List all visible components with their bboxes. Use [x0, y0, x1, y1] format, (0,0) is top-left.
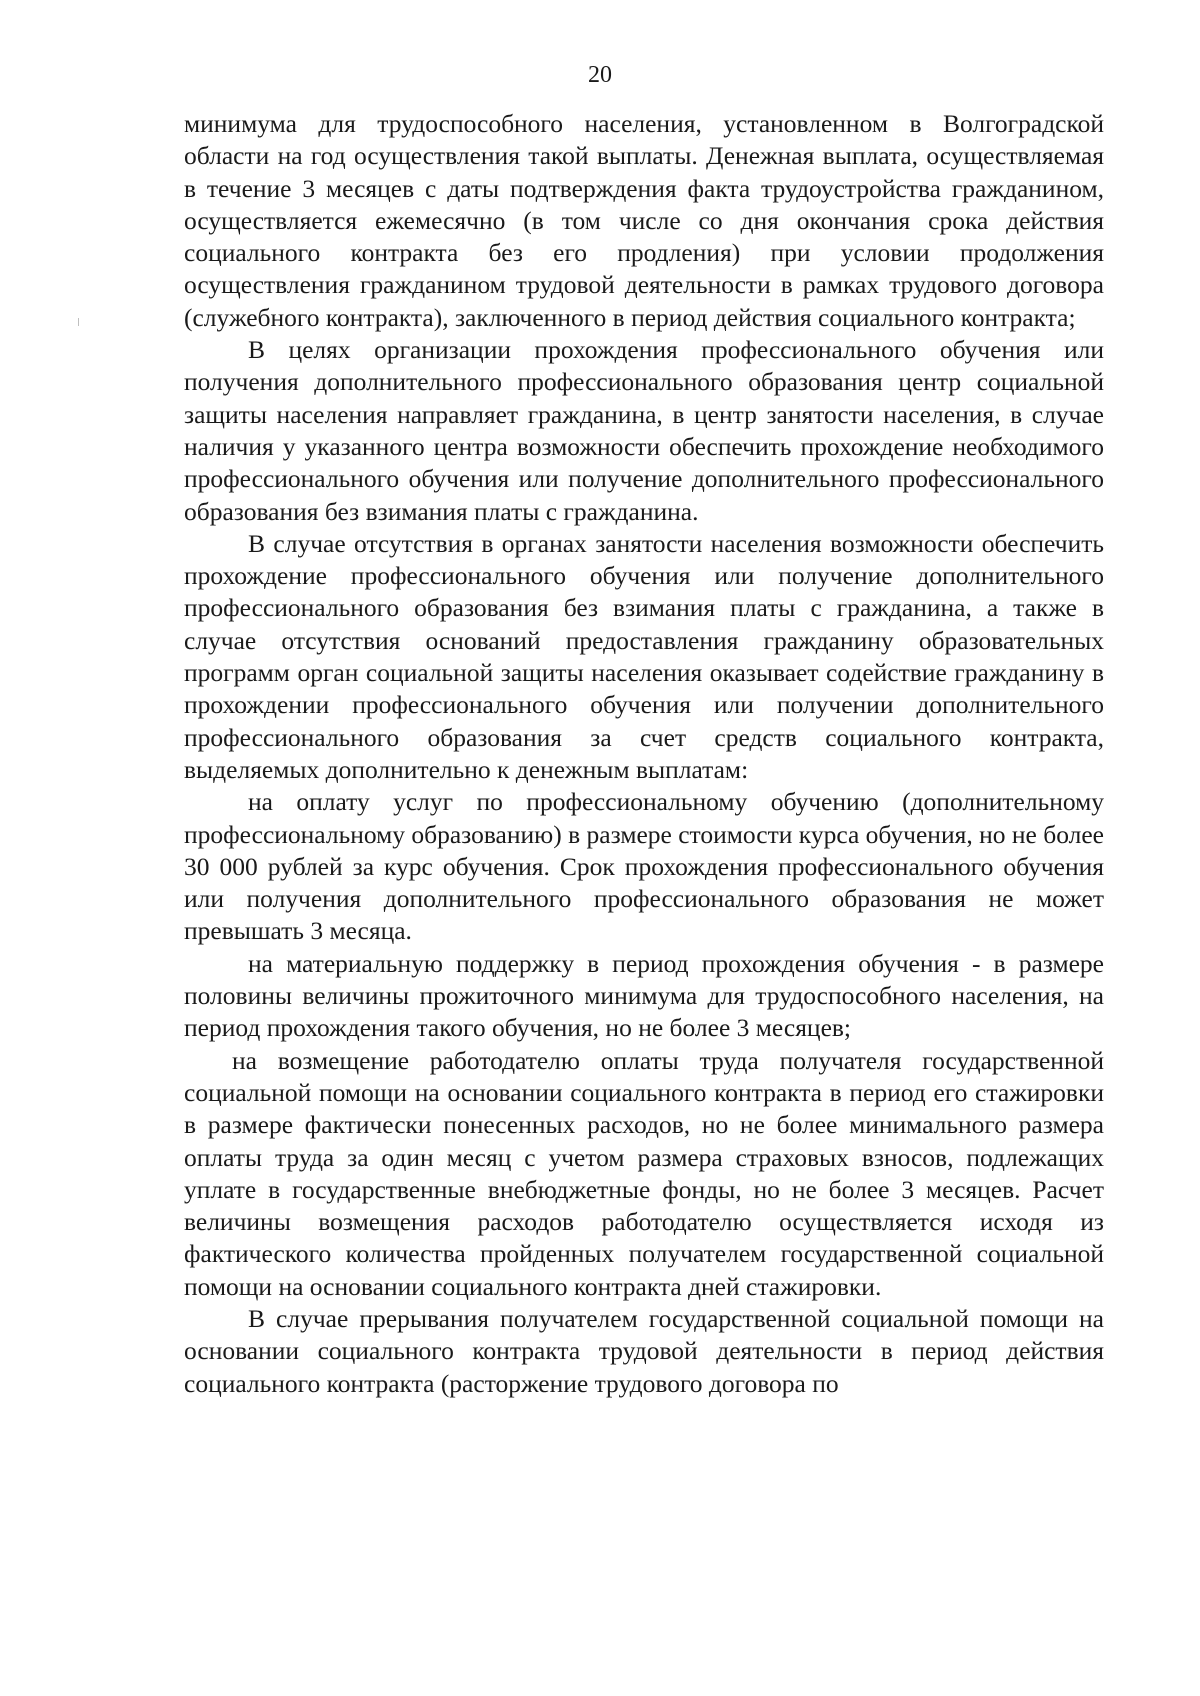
paragraph-assistance: В случае отсутствия в органах занятости населения возможности обеспечить прохождение профессионального обучения или получение дополнительного профессионального образования без взимания платы с гражданина, а также в случае отсутствия оснований предоставления гражданину образовательных программ орган социальной защиты населения оказывает содействие гражданину в прохождении профессионального обучения или получении дополнительного профессионального образования за счет средств социального контракта, выделяемых дополнительно к денежным выплатам: [184, 528, 1104, 784]
page-number: 20 [588, 62, 612, 88]
margin-mark [78, 318, 79, 326]
paragraph-continuation: минимума для трудоспособного населения, установленном в Волгоградской области на год осуществления такой выплаты. Денежная выплата, осуществляемая в течение 3 месяцев с даты подтверждения факта трудоустройства гражданином, осуществляется ежемесячно (в том числе со дня окончания срока действия социального контракта без его продления) при условии продолжения осуществления гражданином трудовой деятельности в рамках трудового договора (служебного контракта), заключенного в период действия социального контракта; [184, 109, 1104, 332]
paragraph-interruption: В случае прерывания получателем государственной социальной помощи на основании социального контракта трудовой деятельности в период действия социального контракта (расторжение трудового договора по [184, 1303, 1104, 1398]
document-body [184, 108, 1104, 1400]
paragraph-payment-services: на оплату услуг по профессиональному обучению (дополнительному профессиональному образованию) в размере стоимости курса обучения, но не более 30 000 рублей за курс обучения. Срок прохождения профессионального обучения или получения дополнительного профессионального образования не может превышать 3 месяца. [184, 787, 1104, 946]
paragraph-training-referral: В целях организации прохождения профессионального обучения или получения дополнительного профессионального образования центр социальной защиты населения направляет гражданина, в центр занятости населения, в случае наличия у указанного центра возможности обеспечить прохождение необходимого профессионального обучения или получение дополнительного профессионального образования без взимания платы с гражданина. [184, 335, 1104, 526]
paragraph-material-support: на материальную поддержку в период прохождения обучения - в размере половины величины прожиточного минимума для трудоспособного населения, на период прохождения такого обучения, но не более 3 месяцев; [184, 948, 1104, 1043]
paragraph-employer-compensation: на возмещение работодателю оплаты труда получателя государственной социальной помощи на основании социального контракта в период его стажировки в размере фактически понесенных расходов, но не более минимального размера оплаты труда за один месяц с учетом размера страховых взносов, подлежащих уплате в государственные внебюджетные фонды, но не более 3 месяцев. Расчет величины возмещения расходов работодателю осуществляется исходя из фактического количества пройденных получателем государственной социальной помощи на основании социального контракта дней стажировки. [184, 1045, 1104, 1301]
